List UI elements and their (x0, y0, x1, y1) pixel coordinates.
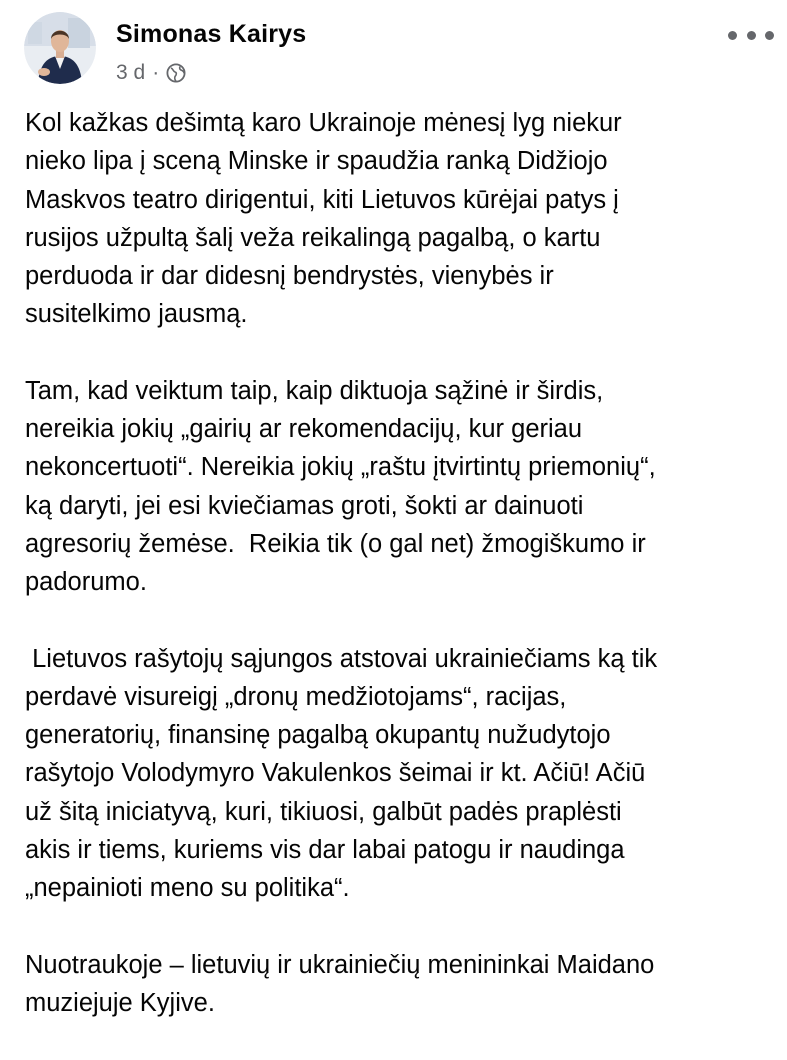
meta-separator: · (152, 61, 160, 84)
post-meta (116, 61, 186, 85)
ellipsis-dot (747, 31, 756, 40)
post-time[interactable]: 3 d (116, 61, 146, 84)
globe-icon[interactable] (166, 63, 186, 83)
post-paragraph-4: Nuotraukoje – lietuvių ir ukrainiečių menininkai Maidano muziejuje Kyjive. (25, 950, 655, 1017)
post-text (25, 104, 765, 1060)
avatar[interactable] (24, 12, 96, 84)
avatar-image (24, 12, 96, 84)
more-options-button[interactable] (728, 24, 774, 46)
post-paragraph-1: Kol kažkas dešimtą karo Ukrainoje mėnesį lyg niekur nieko lipa į sceną Minske ir spaudžia ranką Didžiojo Maskvos teatro dirigentui, kiti Lietuvos kūrėjai patys į rusijos užpultą šalį veža reikalingą pagalbą, o kartu perduoda ir dar didesnį bendrystės, vienybės ir susitelkimo jausmą. (25, 109, 622, 329)
post-paragraph-3: Lietuvos rašytojų sąjungos atstovai ukrainiečiams ką tik perdavė visureigį „dronų medžiotojams“, racijas, generatorių, finansinę pagalbą okupantų nužudytojo rašytojo Volodymyro Vakulenkos šeimai ir kt. Ačiū! Ačiū už šitą iniciatyvą, kuri, tikiuosi, galbūt padės praplėsti akis ir tiems, kuriems vis dar labai patogu ir naudinga „nepainioti meno su politika“. (25, 644, 658, 903)
post-header (24, 12, 774, 92)
author-name[interactable]: Simonas Kairys (116, 20, 307, 48)
ellipsis-dot (765, 31, 774, 40)
ellipsis-dot (728, 31, 737, 40)
post-paragraph-2: Tam, kad veiktum taip, kaip diktuoja sąžinė ir širdis, nereikia jokių „gairių ar rekomendacijų, kur geriau nekoncertuoti“. Nereikia jokių „raštu įtvirtintų priemonių“, ką daryti, jei esi kviečiamas groti, šokti ar dainuoti agresorių žemėse. Reikia tik (o gal net) žmogiškumo ir padorumo. (25, 376, 656, 597)
